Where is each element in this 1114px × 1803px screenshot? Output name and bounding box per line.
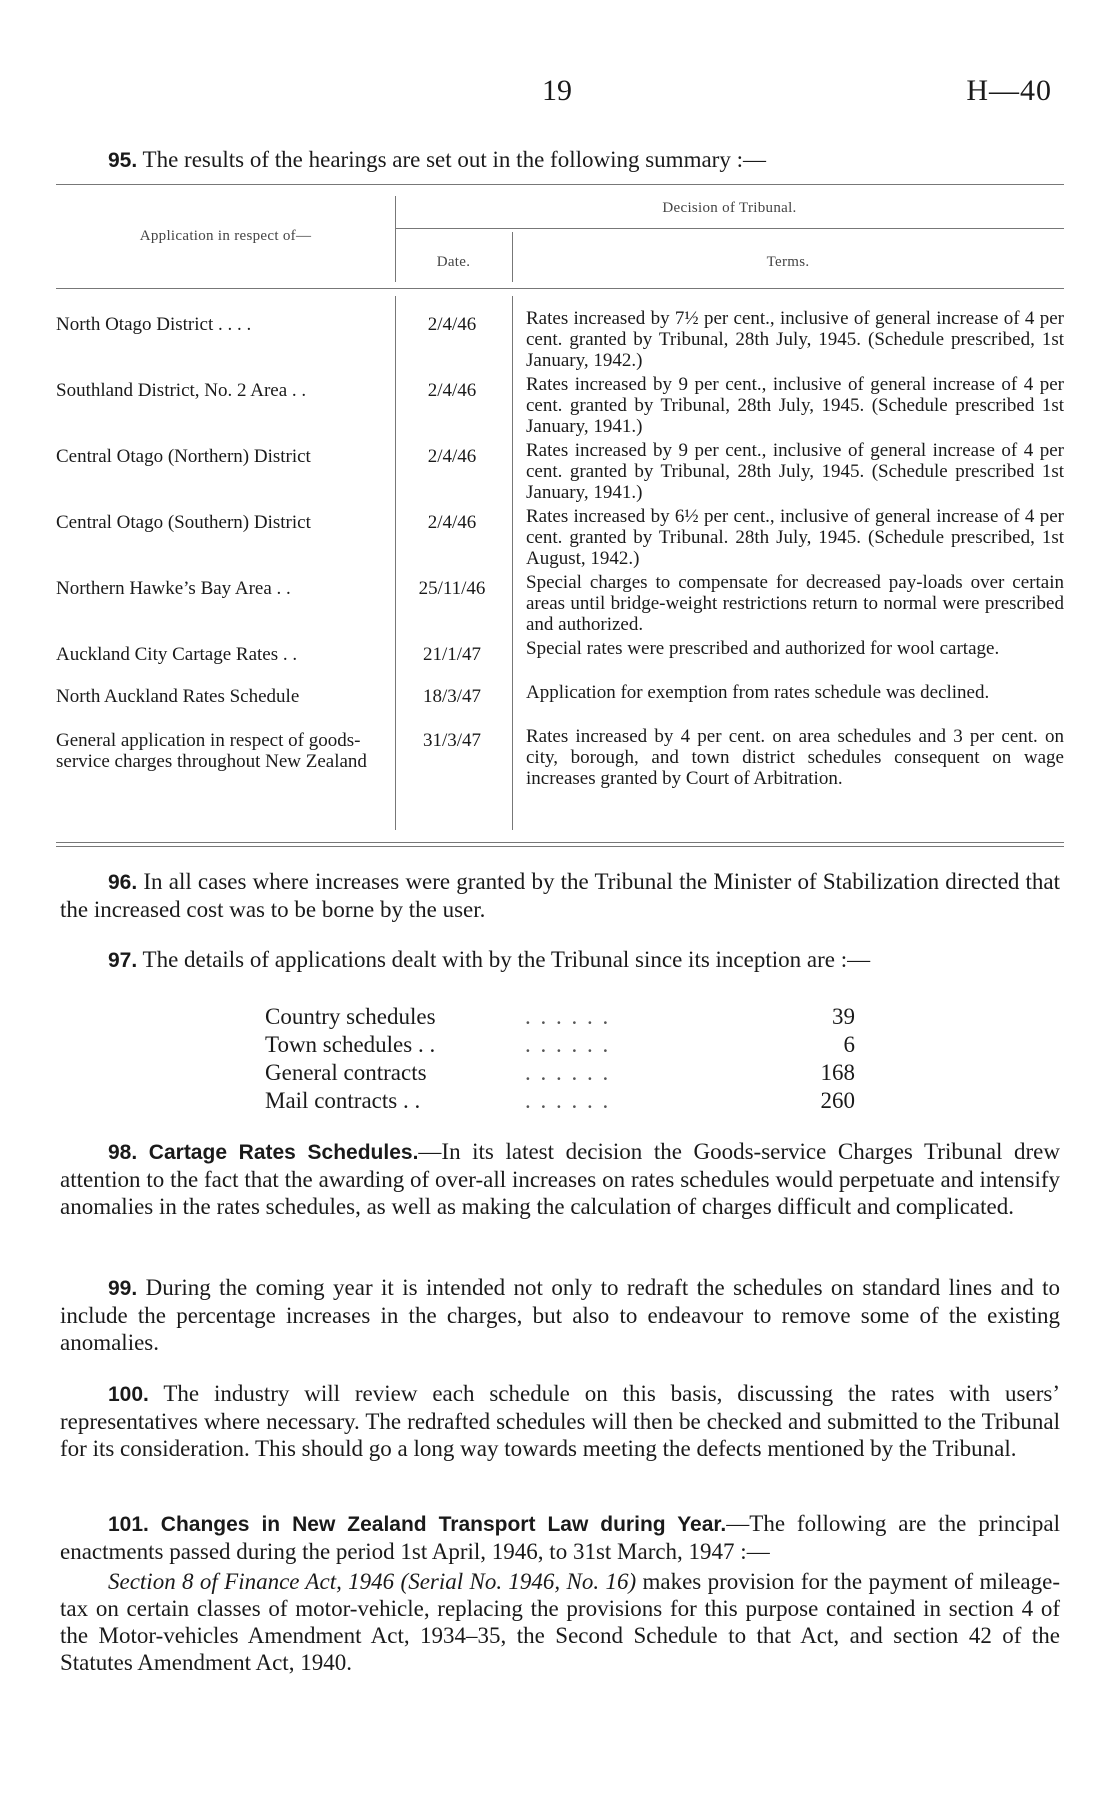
leader-dots: . . . . . .	[525, 1032, 611, 1057]
table-cell-application: North Auckland Rates Schedule	[56, 686, 300, 707]
paragraph-number: 100.	[108, 1383, 149, 1406]
table-cell-date: 2/4/46	[427, 314, 477, 335]
applications-summary-list	[265, 1003, 855, 1115]
paragraph-99	[60, 1274, 1060, 1356]
table-cell-application: Central Otago (Southern) District	[56, 512, 311, 533]
table-cell-terms: Rates increased by 9 per cent., inclusive of general increase of 4 per cent. granted by Tribunal, 28th July, 1945. (Schedule prescribed 1st January, 1941.)	[526, 374, 1064, 437]
leader-dots: . . . . . .	[525, 1088, 611, 1113]
table-cell-date: 2/4/46	[427, 446, 477, 467]
table-bottom-rule	[56, 846, 1064, 847]
table-cell-date: 31/3/47	[422, 730, 482, 751]
paragraph-heading: Changes in New Zealand Transport Law during Year.	[160, 1513, 727, 1536]
table-cell-application: General application in respect of goods-service charges throughout New Zealand	[56, 730, 367, 772]
table-cell-application: Central Otago (Northern) District	[56, 446, 311, 467]
paragraph-text: makes provision for the payment of mileage-tax on certain classes of motor-vehicle, replacing the provisions for this purpose contained in section 4 of the Motor-vehicles Amendment Act, 1934–35, the Second Schedule to that Act, and section 42 of the Statutes Amendment Act, 1940.	[60, 1569, 1060, 1675]
paragraph-number: 95.	[108, 149, 138, 172]
list-item	[265, 1031, 855, 1059]
list-item-label: Mail contracts . .	[265, 1088, 421, 1113]
table-cell-terms: Rates increased by 4 per cent. on area schedules and 3 per cent. on city, borough, and town district schedules consequent on wage increases granted by Court of Arbitration.	[526, 726, 1064, 789]
column-header-date: Date.	[436, 254, 471, 270]
table-cell-date: 18/3/47	[422, 686, 482, 707]
paragraph-97	[60, 946, 1060, 974]
paragraph-number: 101.	[108, 1513, 149, 1536]
list-item	[265, 1059, 855, 1087]
table-cell-date: 2/4/46	[427, 512, 477, 533]
table-column-divider	[395, 296, 396, 830]
paragraph-text: The results of the hearings are set out in the following summary :—	[142, 147, 766, 172]
list-item	[265, 1087, 855, 1115]
table-cell-terms: Special rates were prescribed and authorized for wool cartage.	[526, 638, 1000, 659]
list-item-label: General contracts	[265, 1060, 427, 1085]
table-cell-date: 2/4/46	[427, 380, 477, 401]
leader-dots: . . . . . .	[525, 1004, 611, 1029]
table-cell-application: North Otago District . . . .	[56, 314, 252, 335]
paragraph-number: 97.	[108, 949, 138, 972]
statute-citation: Section 8 of Finance Act, 1946 (Serial No. 1946, No. 16)	[108, 1569, 637, 1594]
paragraph-text: During the coming year it is intended not only to redraft the schedules on standard lines and to include the percentage increases in the charges, but also to endeavour to remove some of the existing anomalies.	[60, 1275, 1060, 1355]
paragraph-finance-act	[60, 1568, 1060, 1676]
table-cell-application: Northern Hawke’s Bay Area . .	[56, 578, 291, 599]
list-item-value: 6	[843, 1032, 855, 1057]
column-header-application: Application in respect of—	[139, 228, 312, 244]
paragraph-text: The details of applications dealt with by the Tribunal since its inception are :—	[142, 947, 871, 972]
paragraph-98	[60, 1138, 1060, 1220]
paragraph-number: 99.	[108, 1277, 138, 1300]
table-cell-terms: Application for exemption from rates schedule was declined.	[526, 682, 990, 703]
table-bottom-rule	[56, 842, 1064, 843]
paragraph-number: 98.	[108, 1141, 138, 1164]
leader-dots: . . . . . .	[525, 1060, 611, 1085]
paragraph-text: —In its latest decision the Goods-service Charges Tribunal drew attention to the fact that the awarding of over-all increases on rates schedules would perpetuate and intensify anomalies in the rates schedules, as well as making the calculation of charges difficult and complicated.	[60, 1139, 1060, 1219]
table-cell-terms: Rates increased by 6½ per cent., inclusive of general increase of 4 per cent. granted by Tribunal. 28th July, 1945. (Schedule prescribed, 1st August, 1942.)	[526, 506, 1064, 569]
paragraph-101	[60, 1510, 1060, 1565]
header-bottom-rule	[56, 288, 1064, 289]
list-item-value: 168	[820, 1060, 855, 1085]
list-item-label: Country schedules	[265, 1004, 436, 1029]
report-reference: H—40	[966, 74, 1052, 107]
table-cell-date: 25/11/46	[418, 578, 486, 599]
column-header-terms: Terms.	[766, 254, 810, 270]
list-item-value: 39	[832, 1004, 855, 1029]
paragraph-95	[60, 146, 1060, 174]
paragraph-96	[60, 868, 1060, 923]
table-cell-terms: Rates increased by 9 per cent., inclusive of general increase of 4 per cent. granted by Tribunal, 28th July, 1945. (Schedule prescribed 1st January, 1941.)	[526, 440, 1064, 503]
paragraph-text: —The following are the principal enactments passed during the period 1st April, 1946, to 31st March, 1947 :—	[60, 1511, 1060, 1564]
list-item	[265, 1003, 855, 1031]
table-cell-application: Auckland City Cartage Rates . .	[56, 644, 298, 665]
paragraph-text: The industry will review each schedule on this basis, discussing the rates with users’ representatives where necessary. The redrafted schedules will then be checked and submitted to the Tribunal for its consideration. This should go a long way towards meeting the defects mentioned by the Tribunal.	[60, 1381, 1060, 1461]
column-header-decision: Decision of Tribunal.	[662, 200, 797, 216]
list-item-label: Town schedules . .	[265, 1032, 436, 1057]
paragraph-text: In all cases where increases were granted by the Tribunal the Minister of Stabilization directed that the increased cost was to be borne by the user.	[60, 869, 1060, 922]
table-top-rule	[56, 184, 1064, 185]
decision-sub-rule	[395, 228, 1064, 229]
table-cell-terms: Special charges to compensate for decreased pay-loads over certain areas until bridge-weight restrictions return to normal were prescribed and authorized.	[526, 572, 1064, 635]
paragraph-100	[60, 1380, 1060, 1462]
list-item-value: 260	[820, 1088, 855, 1113]
page-number: 19	[542, 74, 572, 107]
table-cell-terms: Rates increased by 7½ per cent., inclusive of general increase of 4 per cent. granted by Tribunal, 28th July, 1945. (Schedule prescribed, 1st January, 1942.)	[526, 308, 1064, 371]
paragraph-number: 96.	[108, 871, 138, 894]
table-cell-date: 21/1/47	[422, 644, 482, 665]
table-cell-application: Southland District, No. 2 Area . .	[56, 380, 307, 401]
table-column-divider	[512, 296, 513, 830]
paragraph-heading: Cartage Rates Schedules.	[148, 1141, 419, 1164]
